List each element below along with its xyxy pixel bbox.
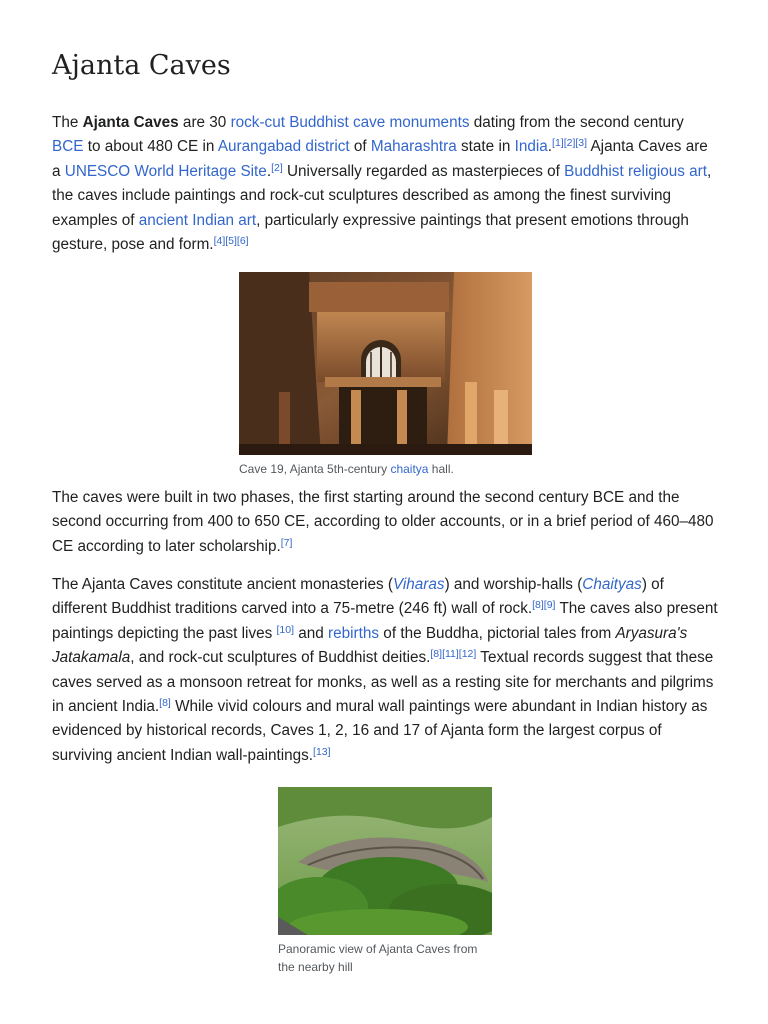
- link-viharas[interactable]: Viharas: [392, 576, 445, 593]
- figure-caption: Panoramic view of Ajanta Caves from the nearby hill: [278, 942, 478, 974]
- panoramic-image[interactable]: [278, 787, 492, 935]
- text: of: [349, 138, 371, 156]
- citation-ref[interactable]: [7]: [280, 536, 293, 549]
- link-chaityas[interactable]: Chaityas: [582, 576, 642, 593]
- phases-paragraph: [52, 486, 718, 559]
- figure-caption: [239, 460, 532, 478]
- link-ancient-indian-art[interactable]: ancient Indian art: [138, 211, 257, 229]
- text: Textual records suggest that these caves served as a monsoon retreat for monks, as well as a resting site for merchants and pilgrims in ancient India.: [52, 649, 714, 716]
- citation-ref[interactable]: [1][2][3]: [552, 137, 588, 150]
- text: dating from the second century: [469, 114, 684, 131]
- text: The caves were built in two phases, the first starting around the second century BCE and the second occurring from 400 to 650 CE, according to older accounts, or in a brief period of 460–480 CE according to later scholarship.: [52, 489, 714, 555]
- text: , the caves include paintings and rock-cut sculptures described as among the finest surviving examples of: [52, 162, 712, 229]
- text: While vivid colours and mural wall paintings were abundant in Indian history as evidenced by historical records, Caves 1, 2, 16 and 17 of Ajanta form the largest corpus of surviving ancient Indian wall-paintings.: [52, 698, 708, 764]
- text: The caves also present paintings depicting the past lives: [52, 600, 718, 642]
- text: Cave 19, Ajanta 5th-century: [239, 462, 391, 476]
- page-title: Ajanta Caves: [52, 50, 231, 81]
- citation-ref[interactable]: [8]: [159, 697, 171, 710]
- text: .: [547, 138, 553, 156]
- italic-title: Aryasura's Jatakamala: [52, 624, 688, 667]
- citation-ref[interactable]: [10]: [276, 623, 295, 636]
- text: , particularly expressive paintings that present emotions through gesture, pose and form.: [52, 211, 689, 254]
- panoramic-figure: [278, 787, 492, 976]
- link-bce[interactable]: BCE: [52, 138, 84, 156]
- text: and: [294, 624, 329, 642]
- text: state in: [456, 138, 515, 156]
- text: of the Buddha, pictorial tales from: [379, 624, 616, 642]
- text: , and rock-cut sculptures of Buddhist deities.: [130, 649, 431, 667]
- link-unesco-world-heritage-site[interactable]: UNESCO World Heritage Site: [64, 162, 267, 180]
- link-chaitya[interactable]: chaitya: [390, 462, 429, 476]
- text: Ajanta Caves are a: [52, 138, 708, 180]
- link-buddhist-religious-art[interactable]: Buddhist religious art: [564, 162, 708, 180]
- citation-ref[interactable]: [8][11][12]: [430, 648, 477, 661]
- bold-term: Ajanta Caves: [82, 114, 179, 131]
- citation-ref[interactable]: [8][9]: [532, 599, 556, 612]
- text: hall.: [428, 462, 454, 476]
- text: .: [266, 162, 272, 180]
- link-rebirths[interactable]: rebirths: [328, 624, 380, 642]
- monasteries-paragraph: [52, 573, 718, 768]
- citation-ref[interactable]: [4][5][6]: [213, 235, 249, 248]
- text: The Ajanta Caves constitute ancient monasteries (: [52, 576, 393, 593]
- text: The: [52, 114, 83, 131]
- text: Universally regarded as masterpieces of: [282, 162, 565, 180]
- link-india[interactable]: India: [514, 138, 548, 156]
- cave-19-image[interactable]: [239, 272, 532, 455]
- text: to about 480 CE in: [83, 138, 218, 156]
- link-aurangabad-district[interactable]: Aurangabad district: [217, 138, 350, 156]
- text: ) and worship-halls (: [444, 576, 583, 593]
- citation-ref[interactable]: [13]: [313, 745, 331, 758]
- text: are 30: [178, 114, 231, 131]
- link-maharashtra[interactable]: Maharashtra: [370, 138, 457, 156]
- citation-ref[interactable]: [2]: [271, 161, 283, 174]
- cave-19-figure: [239, 272, 532, 478]
- text: ) of different Buddhist traditions carved into a 75-metre (246 ft) wall of rock.: [52, 576, 664, 618]
- intro-paragraph: [52, 111, 718, 257]
- link-rock-cut-buddhist-cave-monuments[interactable]: rock-cut Buddhist cave monuments: [230, 114, 470, 131]
